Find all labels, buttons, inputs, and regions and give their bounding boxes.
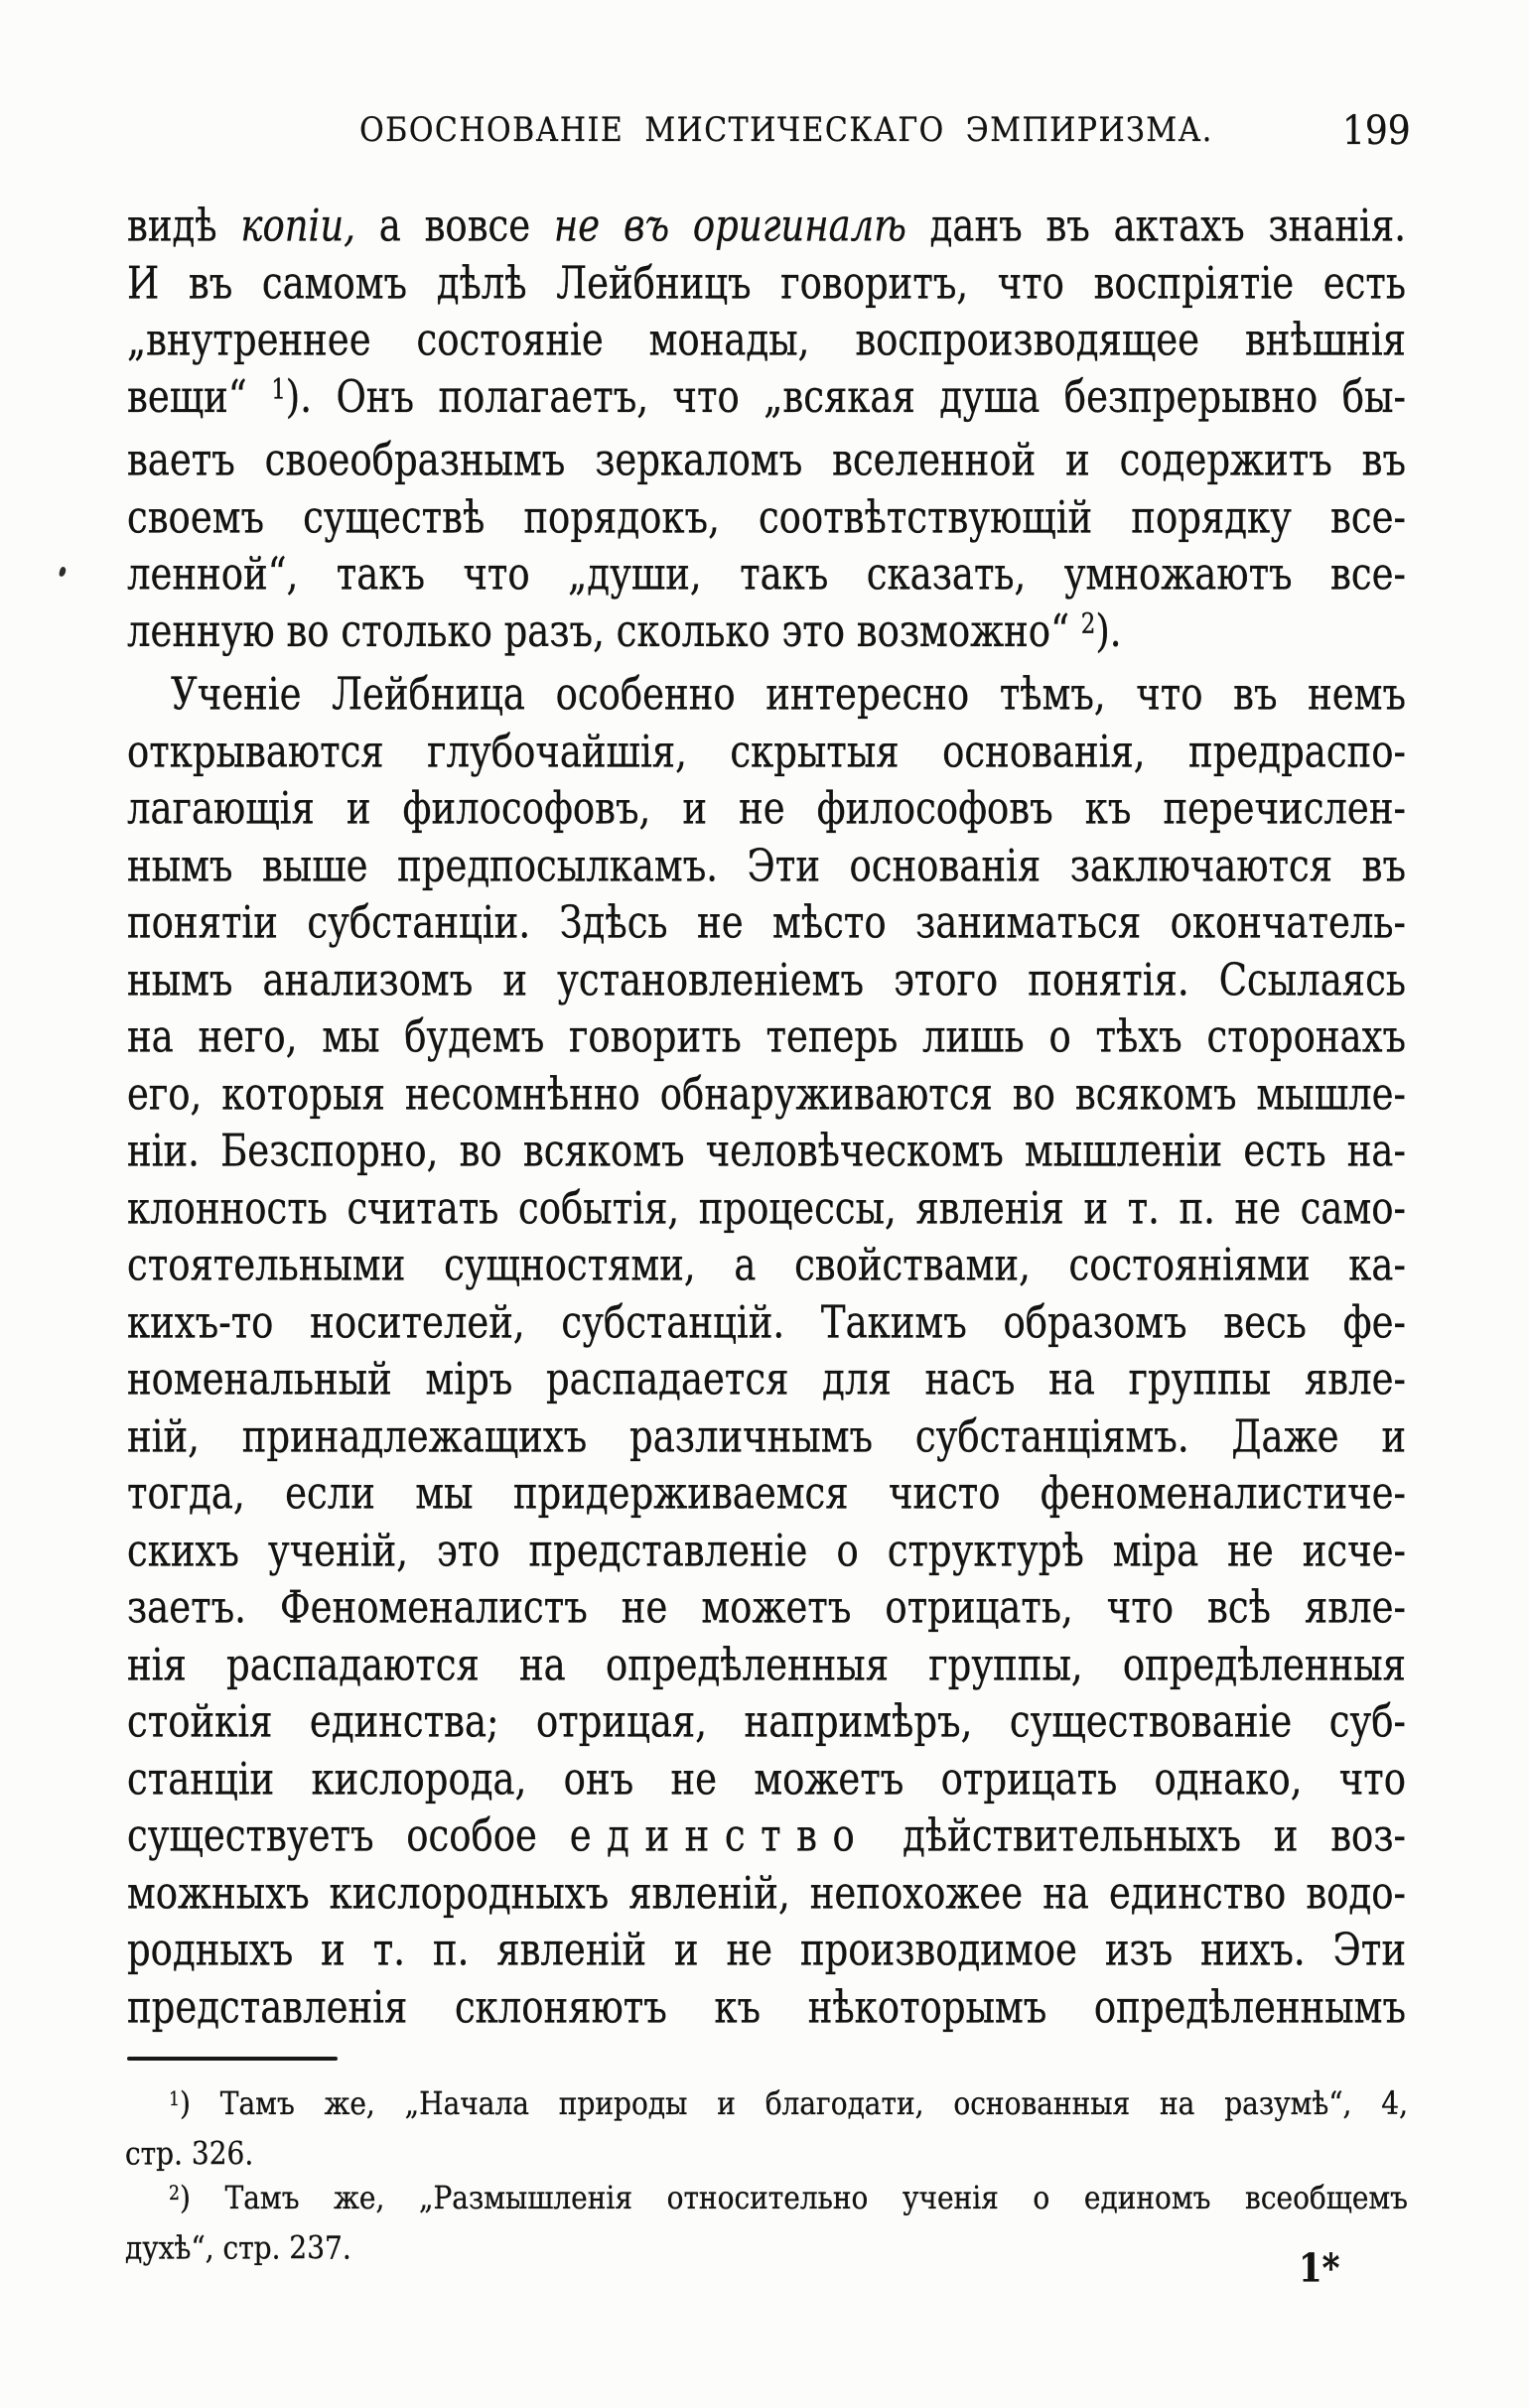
text-run: понятіи субстанціи. Здѣсь не мѣсто заниматься окончатель- (127, 896, 1406, 949)
text-run: ) Тамъ же, „Размышленія относительно ученія о единомъ всеобщемъ (180, 2179, 1408, 2217)
text-run: нія распадаются на опредѣленныя группы, опредѣленныя (127, 1638, 1406, 1691)
footnote-marker: 1 (271, 373, 286, 406)
text-run: лагающія и философовъ, и не философовъ къ перечислен- (127, 782, 1406, 835)
text-run: Ученіе Лейбница особенно интересно тѣмъ, что въ немъ (171, 668, 1406, 721)
ink-speck (59, 566, 67, 577)
text-run: нымъ анализомъ и установленіемъ этого понятія. Ссылаясь (127, 953, 1406, 1006)
text-run: ленную во столько разъ, сколько это возможно“ (127, 604, 1081, 657)
text-run: духѣ“, стр. 237. (125, 2228, 351, 2267)
page-number: 199 (1342, 108, 1411, 154)
text-run: не въ оригиналѣ (553, 200, 906, 252)
text-run: а вовсе (354, 200, 554, 252)
text-run: дѣйствительныхъ и воз- (870, 1809, 1407, 1862)
text-run: ) Тамъ же, „Начала природы и благодати, основанныя на разумѣ“, 4, (180, 2084, 1408, 2123)
text-run: копіи, (240, 200, 355, 252)
text-run: стоятельными сущностями, а свойствами, состояніями ка- (127, 1239, 1406, 1291)
text-run: номенальный міръ распадается для насъ на группы явле- (127, 1353, 1406, 1405)
text-run: ваетъ своеобразнымъ зеркаломъ вселенной и содержитъ въ (127, 434, 1406, 486)
text-run: открываются глубочайшія, скрытыя основанія, предраспо- (127, 725, 1406, 778)
text-run: ленной“, такъ что „души, такъ сказать, умножаютъ все- (127, 548, 1406, 601)
text-run: заетъ. Феноменалистъ не можетъ отрицать, что всѣ явле- (127, 1581, 1406, 1634)
text-run: ніи. Безспорно, во всякомъ человѣческомъ мышленіи есть на- (127, 1125, 1406, 1177)
text-run: ). Онъ полагаетъ, что „всякая душа безпрерывно бы- (285, 370, 1406, 423)
text-run: кихъ-то носителей, субстанцій. Такимъ образомъ весь фе- (127, 1295, 1406, 1349)
text-line (125, 2172, 1408, 2229)
text-run: видѣ (127, 200, 241, 252)
text-run: „внутреннее состояніе монады, воспроизводящее внѣшнія (127, 314, 1406, 366)
text-run: на него, мы будемъ говорить теперь лишь о тѣхъ сторонахъ (127, 1010, 1406, 1063)
text-run: скихъ ученій, это представленіе о структурѣ міра не исче- (127, 1524, 1406, 1577)
footnote-marker: 2 (169, 2182, 181, 2206)
text-run: клонность считать событія, процессы, явленія и т. п. не само- (127, 1181, 1406, 1235)
text-run: станціи кислорода, онъ не можетъ отрицать однако, что (127, 1752, 1406, 1806)
footnotes (125, 2081, 1408, 2270)
footnote-marker: 1 (169, 2087, 181, 2111)
text-run: нымъ выше предпосылкамъ. Эти основанія заключаются въ (127, 839, 1406, 892)
text-line (125, 2222, 1408, 2274)
text-line (125, 2077, 1408, 2135)
text-run: существуетъ особое (127, 1809, 570, 1862)
footnote-separator-rule (127, 2057, 338, 2061)
text-run: родныхъ и т. п. явленій и не производимое изъ нихъ. Эти (127, 1924, 1406, 1976)
text-run: вещи“ (127, 370, 272, 423)
text-run: своемъ существѣ порядокъ, соотвѣтствующій порядку все- (127, 490, 1406, 544)
text-run: И въ самомъ дѣлѣ Лейбницъ говоритъ, что воспріятіе есть (127, 256, 1406, 310)
signature-mark: 1* (1299, 2246, 1340, 2292)
text-run: тогда, если мы придерживаемся чисто феноменалистиче- (127, 1467, 1406, 1520)
text-run: ). (1095, 604, 1122, 657)
text-run: стр. 326. (125, 2134, 254, 2173)
text-run: стойкія единства; отрицая, напримѣръ, существованіе суб- (127, 1695, 1406, 1748)
text-run: представленія склоняютъ къ нѣкоторымъ опредѣленнымъ (127, 1980, 1406, 2034)
footnote-marker: 2 (1080, 607, 1096, 640)
running-header-title: ОБОСНОВАНІЕ МИСТИЧЕСКАГО ЭМПИРИЗМА. (359, 111, 1213, 151)
text-run: ній, принадлежащихъ различнымъ субстанціямъ. Даже и (127, 1409, 1406, 1463)
text-line (127, 1972, 1406, 2042)
text-run: его, которыя несомнѣнно обнаруживаются во всякомъ мышле- (127, 1067, 1406, 1121)
text-run: единство (569, 1809, 871, 1862)
body-text (127, 198, 1406, 2036)
text-run: можныхъ кислородныхъ явленій, непохожее на единство водо- (127, 1866, 1406, 1920)
text-run: данъ въ актахъ знанія. (905, 200, 1406, 252)
